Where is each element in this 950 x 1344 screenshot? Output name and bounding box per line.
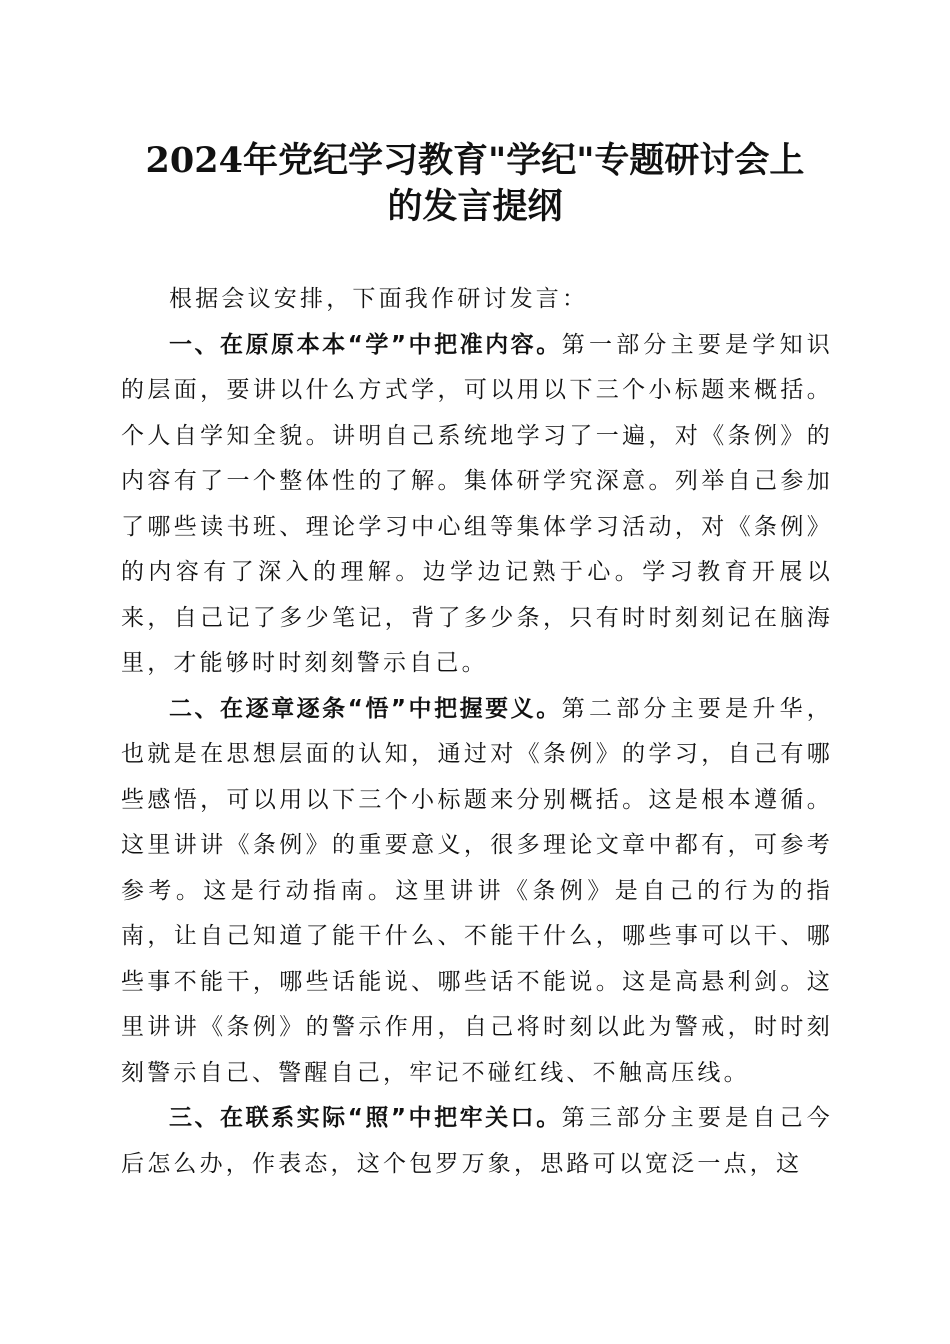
section-body-1: 第一部分主要是学知识的层面，要讲以什么方式学，可以用以下三个小标题来概括。个人自学知全貌。讲明自己系统地学习了一遍，对《条例》的内容有了一个整体性的了解。集体研学究深意。列举自己参加了哪些读书班、理论学习中心组等集体学习活动，对《条例》的内容有了深入的理解。边学边记熟于心。学习教育开展以来，自己记了多少笔记，背了多少条，只有时时刻刻记在脑海里，才能够时时刻刻警示自己。	[121, 331, 834, 676]
section-paragraph-2	[121, 687, 833, 1097]
section-heading-2: 二、在逐章逐条“悟”中把握要义。	[169, 695, 562, 722]
document-title	[120, 138, 830, 230]
section-paragraph-3	[121, 1096, 833, 1187]
section-heading-3: 三、在联系实际“照”中把牢关口。	[169, 1105, 562, 1131]
intro-paragraph: 根据会议安排，下面我作研讨发言：	[169, 286, 589, 312]
section-paragraph-1	[121, 323, 833, 687]
title-line-1: 2024年党纪学习教育"学纪"专题研讨会上	[145, 140, 805, 181]
section-body-3: 第三部分主要是自己今后怎么办，作表态，这个包罗万象，思路可以宽泛一点，这	[121, 1105, 834, 1177]
section-heading-1: 一、在原原本本“学”中把准内容。	[169, 331, 562, 358]
document-body	[121, 277, 833, 1187]
title-line-2: 的发言提纲	[387, 186, 563, 227]
section-body-2: 第二部分主要是升华，也就是在思想层面的认知，通过对《条例》的学习，自己有哪些感悟，可以用以下三个小标题来分别概括。这是根本遵循。这里讲讲《条例》的重要意义，很多理论文章中都有，可参考参考。这是行动指南。这里讲讲《条例》是自己的行为的指南，让自己知道了能干什么、不能干什么，哪些事可以干、哪些事不能干，哪些话能说、哪些话不能说。这是高悬利剑。这里讲讲《条例》的警示作用，自己将时刻以此为警戒，时时刻刻警示自己、警醒自己，牢记不碰红线、不触高压线。	[121, 695, 834, 1086]
